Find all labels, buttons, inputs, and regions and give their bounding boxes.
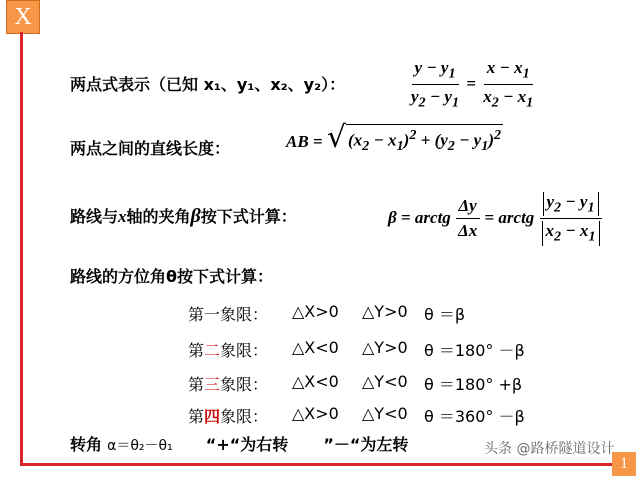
two-point-formula: $\frac{y - y_1}{y_2 - y_1}$ = $\frac{x - x_1}{x_2 - x_1}$	[411, 58, 534, 111]
watermark: 头条 @路桥隧道设计	[484, 441, 615, 457]
axis-vertical-line	[20, 32, 23, 466]
distance-label: 两点之间的直线长度：	[70, 139, 231, 158]
azimuth-label: 路线的方位角θ按下式计算：	[70, 267, 273, 286]
turn-angle-row: 转角 α＝θ₂－θ₁ “+“为右转 ”－“为左转	[70, 435, 409, 454]
two-point-form-label: 两点式表示（已知 x₁、y₁、x₂、y₂）：	[70, 75, 346, 94]
angle-label: 路线与x轴的夹角β按下式计算：	[70, 205, 297, 227]
beta-symbol: β	[190, 205, 201, 227]
page-number: 1	[612, 452, 636, 476]
distance-formula: AB = √ $(x_2 - x_1)^2 + (y_2 - y_1)^2$	[286, 120, 502, 155]
x-symbol: x	[118, 207, 127, 226]
angle-formula: β = arctg $\frac{\Delta y}{\Delta x}$ = arctg $\frac{y_2 - y_1}{x_2 - x_1}$	[388, 192, 603, 246]
x-axis-label: X	[6, 0, 40, 34]
axis-horizontal-line	[20, 463, 614, 466]
